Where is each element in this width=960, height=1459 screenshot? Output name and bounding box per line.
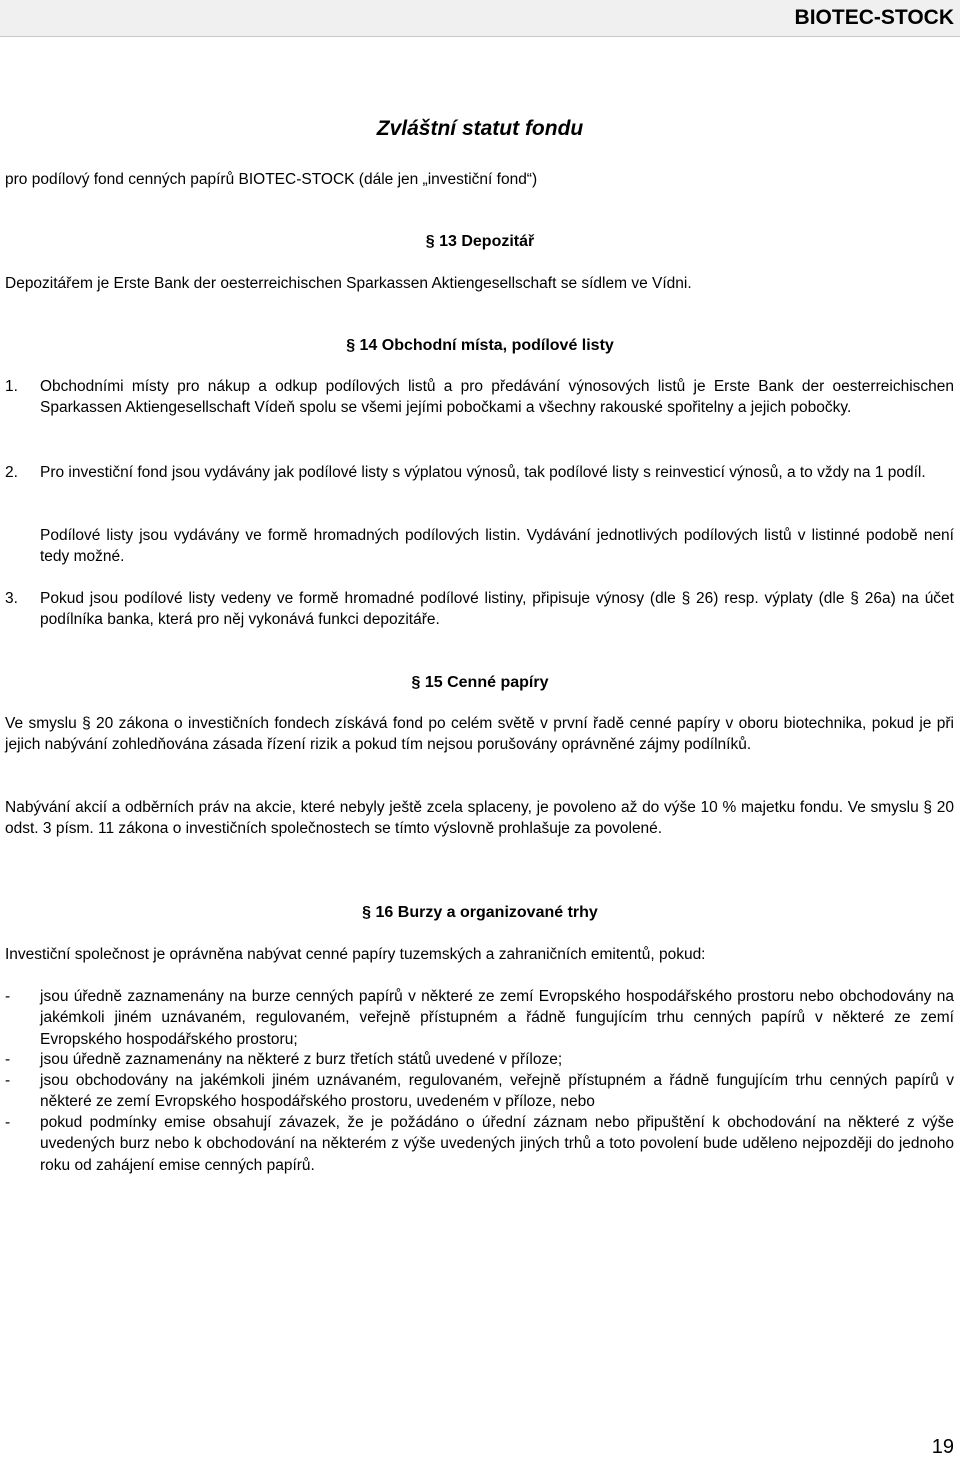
section-14-item-3: Pokud jsou podílové listy vedeny ve formě hromadné podílové listiny, připisuje výnosy (dle § 26) resp. výplaty (dle § 26a) na účet podílníka banka, která pro něj vykonává funkci depozitáře. bbox=[40, 590, 954, 629]
header-bar bbox=[0, 0, 960, 37]
section-14-item-1-number: 1. bbox=[5, 378, 18, 395]
document-title: Zvláštní statut fondu bbox=[376, 117, 584, 140]
list-bullet: - bbox=[5, 1072, 11, 1089]
list-bullet: - bbox=[5, 1114, 11, 1131]
section-15-heading: § 15 Cenné papíry bbox=[411, 674, 549, 691]
section-16-intro: Investiční společnost je oprávněna nabývat cenné papíry tuzemských a zahraničních emitentů, pokud: bbox=[5, 946, 706, 963]
section-16-heading: § 16 Burzy a organizované trhy bbox=[362, 904, 598, 921]
section-14-item-2-continuation: Podílové listy jsou vydávány ve formě hromadných podílových listin. Vydávání jednotlivých podílových listů v listinné podobě není tedy možné. bbox=[40, 527, 954, 566]
list-item: jsou obchodovány na jakémkoli jiném uznávaném, regulovaném, veřejně přístupném a řádně fungujícím trhu cenných papírů v některé ze zemí Evropského hospodářského prostoru, uvedeném v příloze, nebo bbox=[40, 1072, 954, 1111]
section-15-paragraph-1: Ve smyslu § 20 zákona o investičních fondech získává fond po celém světě v první řadě cenné papíry v oboru biotechnika, pokud je při jejich nabývání zohledňována zásada řízení rizik a pokud tím nejsou porušovány oprávněné zájmy podílníků. bbox=[5, 715, 954, 754]
list-item: jsou úředně zaznamenány na burze cenných papírů v některé ze zemí Evropského hospodářského prostoru nebo obchodovány na jakémkoli jiném uznávaném, regulovaném, veřejně přístupném a řádně fungujícím trhu cenných papírů v některé ze zemí Evropského hospodářského prostoru; bbox=[40, 988, 954, 1048]
page-number: 19 bbox=[931, 1436, 954, 1458]
list-bullet: - bbox=[5, 988, 11, 1005]
list-item: jsou úředně zaznamenány na některé z burz třetích států uvedené v příloze; bbox=[40, 1051, 563, 1068]
section-13-heading: § 13 Depozitář bbox=[425, 233, 535, 250]
section-13-text: Depozitářem je Erste Bank der oesterreichischen Sparkassen Aktiengesellschaft se sídlem ve Vídni. bbox=[5, 275, 692, 292]
section-14-item-3-number: 3. bbox=[5, 590, 18, 607]
section-14-item-2-number: 2. bbox=[5, 464, 18, 481]
list-item: pokud podmínky emise obsahují závazek, že je požádáno o úřední záznam nebo připuštění k obchodování na některé z výše uvedených burz nebo k obchodování na některém z výše uvedených jiných trhů a toto povolení bude uděleno nejpozději do jednoho roku od zahájení emise cenných papírů. bbox=[40, 1114, 954, 1174]
list-bullet: - bbox=[5, 1051, 11, 1068]
header-title: BIOTEC-STOCK bbox=[794, 6, 954, 29]
section-14-heading: § 14 Obchodní místa, podílové listy bbox=[346, 337, 614, 354]
document-subtitle: pro podílový fond cenných papírů BIOTEC-STOCK (dále jen „investiční fond“) bbox=[5, 171, 538, 188]
section-14-item-1: Obchodními místy pro nákup a odkup podílových listů a pro předávání výnosových listů je Erste Bank der oesterreichischen Sparkassen Aktiengesellschaft Vídeň spolu se všemi jejími pobočkami a všechny rakouské spořitelny a jejich pobočky. bbox=[40, 378, 954, 417]
section-15-paragraph-2: Nabývání akcií a odběrních práv na akcie, které nebyly ještě zcela splaceny, je povoleno až do výše 10 % majetku fondu. Ve smyslu § 20 odst. 3 písm. 11 zákona o investičních společnostech se tímto výslovně prohlašuje za povolené. bbox=[5, 799, 954, 838]
section-14-item-2: Pro investiční fond jsou vydávány jak podílové listy s výplatou výnosů, tak podílové listy s reinvesticí výnosů, a to vždy na 1 podíl. bbox=[40, 464, 926, 481]
